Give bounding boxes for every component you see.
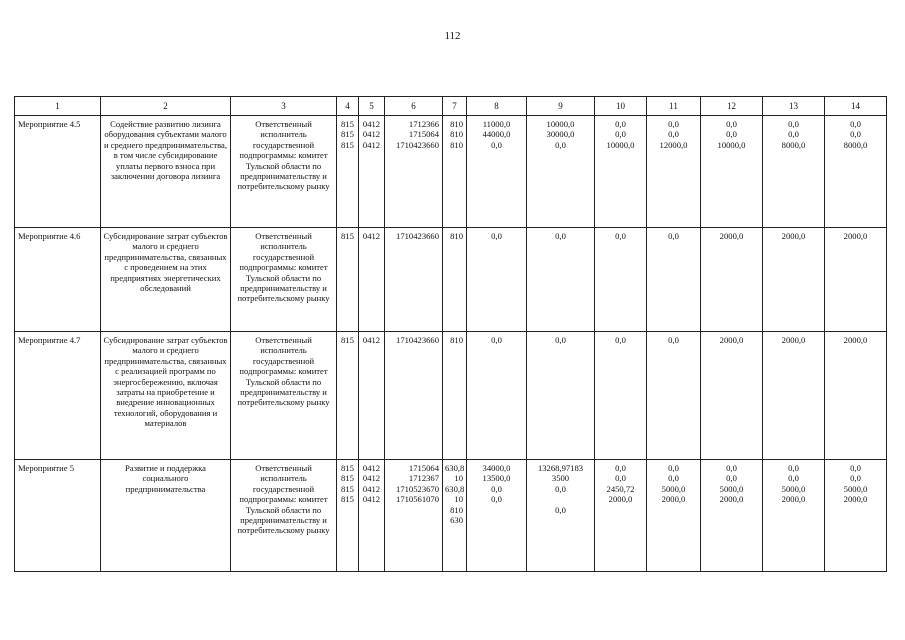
- col13-cell: [763, 332, 825, 460]
- col4-cell-value: 815: [341, 129, 354, 140]
- col13-cell-value: 0,0: [788, 473, 799, 484]
- col7-cell-value: 10: [454, 494, 463, 505]
- col10-cell: [595, 116, 647, 228]
- col4-cell: [337, 332, 359, 460]
- col9-cell-value: 0,0: [555, 335, 566, 345]
- event-name-cell: [15, 228, 101, 332]
- col7-cell-value: 810: [450, 231, 463, 241]
- col6-cell: [385, 116, 443, 228]
- col11-cell-value: 0,0: [668, 129, 679, 140]
- header-col-1: 1: [15, 97, 101, 116]
- col4-cell-value: 815: [341, 473, 354, 484]
- col4-cell: [337, 460, 359, 572]
- col4-cell-value: 815: [341, 463, 354, 473]
- col12-cell-value: 2000,0: [719, 335, 744, 345]
- col11-cell: [647, 332, 701, 460]
- col8-cell-value: 44000,0: [482, 129, 511, 140]
- event-name-cell-text: Мероприятие 4.5: [18, 119, 81, 129]
- executor-cell-text: Ответственный исполнитель государственной подпрограммы: комитет Тульской области по предпринимательству и потребительскому рынку: [237, 463, 330, 536]
- col4-cell: [337, 228, 359, 332]
- description-cell-text: Субсидирование затрат субъектов малого и среднего предпринимательства, связанных с проведением на этих предприятиях энергетических обследований: [103, 231, 228, 294]
- col7-cell: [443, 228, 467, 332]
- col14-cell-value: 5000,0: [843, 483, 868, 494]
- col7-cell-value: 810: [450, 129, 463, 140]
- col4-cell-value: 815: [341, 335, 354, 345]
- col11-cell-value: 0,0: [668, 231, 679, 241]
- col8-cell-value: 11000,0: [482, 119, 511, 129]
- col10-cell: [595, 332, 647, 460]
- col11-cell-value: 5000,0: [661, 483, 686, 494]
- col7-cell-value: 630,8: [445, 483, 465, 494]
- description-cell-text: Содействие развитию лизинга оборудования субъектами малого и среднего предпринимательства, в том числе субсидирование уплаты первого взноса при заключении договора лизинга: [104, 119, 227, 182]
- col12-cell-value: 0,0: [726, 129, 737, 140]
- col11-cell-value: 0,0: [668, 463, 679, 473]
- col9-cell: [527, 228, 595, 332]
- col5-cell: [359, 228, 385, 332]
- header-col-5: 5: [359, 97, 385, 116]
- col5-cell-value: 0412: [362, 473, 381, 484]
- table-row: [15, 228, 887, 332]
- header-col-11: 11: [647, 97, 701, 116]
- header-col-12: 12: [701, 97, 763, 116]
- col11-cell-value: 0,0: [668, 119, 679, 129]
- executor-cell-text: Ответственный исполнитель государственной подпрограммы: комитет Тульской области по предпринимательству и потребительскому рынку: [237, 119, 330, 192]
- col4-cell-value: 815: [341, 139, 354, 150]
- event-name-cell: [15, 116, 101, 228]
- col10-cell-value: 10000,0: [606, 139, 635, 150]
- col14-cell-value: 0,0: [850, 473, 861, 484]
- col9-cell-value: 0,0: [555, 231, 566, 241]
- col4-cell-value: 815: [341, 231, 354, 241]
- col9-cell: [527, 332, 595, 460]
- col8-cell-value: 0,0: [491, 231, 502, 241]
- col10-cell: [595, 228, 647, 332]
- col10-cell-value: 0,0: [615, 473, 626, 484]
- col7-cell-value: 810: [450, 335, 463, 345]
- col13-cell-value: 0,0: [788, 129, 799, 140]
- executor-cell-text: Ответственный исполнитель государственной подпрограммы: комитет Тульской области по предпринимательству и потребительскому рынку: [237, 231, 330, 304]
- col12-cell: [701, 332, 763, 460]
- col13-cell: [763, 228, 825, 332]
- header-col-13: 13: [763, 97, 825, 116]
- col11-cell: [647, 116, 701, 228]
- col10-cell-value: 2000,0: [608, 494, 633, 505]
- col6-cell: [385, 228, 443, 332]
- col10-cell-value: 0,0: [615, 129, 626, 140]
- col8-cell-value: 0,0: [491, 139, 502, 150]
- col14-cell-value: 0,0: [850, 463, 861, 473]
- col6-cell: [385, 332, 443, 460]
- executor-cell: [231, 228, 337, 332]
- event-name-cell: [15, 332, 101, 460]
- col6-cell: [385, 460, 443, 572]
- col12-cell: [701, 228, 763, 332]
- col11-cell-value: 12000,0: [659, 139, 688, 150]
- col5-cell: [359, 332, 385, 460]
- col8-cell: [467, 228, 527, 332]
- col6-cell-value: 1710523670: [396, 483, 439, 494]
- col5-cell-value: 0412: [362, 335, 381, 345]
- col10-cell-value: 0,0: [615, 119, 626, 129]
- col5-cell-value: 0412: [362, 231, 381, 241]
- col9-cell-value: 10000,0: [546, 119, 575, 129]
- description-cell-text: Развитие и поддержка социального предпринимательства: [124, 463, 206, 494]
- col14-cell-value: 2000,0: [843, 231, 868, 241]
- header-col-8: 8: [467, 97, 527, 116]
- description-cell: [101, 116, 231, 228]
- col12-cell: [701, 116, 763, 228]
- header-col-14: 14: [825, 97, 887, 116]
- event-name-cell-text: Мероприятие 5: [18, 463, 74, 473]
- col12-cell-value: 0,0: [726, 463, 737, 473]
- description-cell: [101, 332, 231, 460]
- header-col-10: 10: [595, 97, 647, 116]
- col9-cell-value: [529, 494, 592, 504]
- col14-cell: [825, 332, 887, 460]
- executor-cell: [231, 332, 337, 460]
- col5-cell-value: 0412: [362, 139, 381, 150]
- col6-cell-value: 1710561070: [396, 494, 439, 505]
- col14-cell-value: 2000,0: [843, 494, 868, 505]
- col10-cell-value: 0,0: [615, 335, 626, 345]
- col12-cell-value: 0,0: [726, 473, 737, 484]
- table-row: [15, 460, 887, 572]
- col10-cell: [595, 460, 647, 572]
- col7-cell-value: 630,8: [445, 463, 465, 473]
- col9-cell-value: 0,0: [555, 483, 566, 494]
- col12-cell-value: 10000,0: [717, 139, 746, 150]
- description-cell: [101, 460, 231, 572]
- col12-cell-value: 2000,0: [719, 494, 744, 505]
- header-col-3: 3: [231, 97, 337, 116]
- col8-cell: [467, 332, 527, 460]
- col6-cell-value: 1710423660: [396, 231, 439, 241]
- col14-cell-value: 0,0: [850, 129, 861, 140]
- col8-cell-value: 0,0: [491, 335, 502, 345]
- col8-cell-value: 34000,0: [482, 463, 511, 473]
- col13-cell: [763, 116, 825, 228]
- header-col-7: 7: [443, 97, 467, 116]
- col12-cell-value: 5000,0: [719, 483, 744, 494]
- budget-table: [14, 96, 887, 572]
- col7-cell-value: 810: [450, 119, 463, 129]
- col11-cell: [647, 228, 701, 332]
- col13-cell-value: 0,0: [788, 119, 799, 129]
- col11-cell-value: 0,0: [668, 473, 679, 484]
- col13-cell-value: 2000,0: [781, 494, 806, 505]
- col14-cell-value: 8000,0: [843, 139, 868, 150]
- col13-cell-value: 8000,0: [781, 139, 806, 150]
- col10-cell-value: 0,0: [615, 463, 626, 473]
- col6-cell-value: 1712367: [408, 473, 439, 484]
- col12-cell-value: 2000,0: [719, 231, 744, 241]
- col8-cell-value: 13500,0: [482, 473, 511, 484]
- col7-cell-value: 10: [454, 473, 463, 484]
- header-col-9: 9: [527, 97, 595, 116]
- executor-cell: [231, 116, 337, 228]
- col9-cell-value: 0,0: [555, 139, 566, 150]
- col6-cell-value: 1710423660: [396, 139, 439, 150]
- table-row: [15, 332, 887, 460]
- col4-cell-value: 815: [341, 494, 354, 505]
- col8-cell: [467, 116, 527, 228]
- col6-cell-value: 1712366: [408, 119, 439, 129]
- col9-cell: [527, 460, 595, 572]
- col14-cell-value: 2000,0: [843, 335, 868, 345]
- col7-cell-value: 630: [450, 515, 463, 526]
- col13-cell-value: 5000,0: [781, 483, 806, 494]
- description-cell-text: Субсидирование затрат субъектов малого и среднего предпринимательства, связанных с реализацией программ по энергосбережению, включая затраты на приобретение и внедрение инновационных технологий, оборудования и материалов: [103, 335, 228, 429]
- col11-cell-value: 2000,0: [661, 494, 686, 505]
- col13-cell-value: 2000,0: [781, 231, 806, 241]
- col5-cell-value: 0412: [362, 119, 381, 129]
- col5-cell-value: 0412: [362, 494, 381, 505]
- col9-cell-value: 3500: [551, 473, 570, 484]
- col14-cell: [825, 228, 887, 332]
- col7-cell-value: 810: [450, 139, 463, 150]
- col4-cell: [337, 116, 359, 228]
- col5-cell: [359, 116, 385, 228]
- col9-cell-value: 30000,0: [546, 129, 575, 140]
- col10-cell-value: 0,0: [615, 231, 626, 241]
- col14-cell: [825, 116, 887, 228]
- col13-cell: [763, 460, 825, 572]
- page-number: 112: [444, 30, 461, 42]
- executor-cell: [231, 460, 337, 572]
- col8-cell-value: 0,0: [491, 483, 502, 494]
- col13-cell-value: 0,0: [788, 463, 799, 473]
- table-row: [15, 116, 887, 228]
- col9-cell: [527, 116, 595, 228]
- header-col-2: 2: [101, 97, 231, 116]
- col5-cell-value: 0412: [362, 129, 381, 140]
- col4-cell-value: 815: [341, 483, 354, 494]
- col11-cell: [647, 460, 701, 572]
- event-name-cell: [15, 460, 101, 572]
- col9-cell-value: 0,0: [555, 504, 566, 515]
- col12-cell: [701, 460, 763, 572]
- description-cell: [101, 228, 231, 332]
- col8-cell: [467, 460, 527, 572]
- col10-cell-value: 2450,72: [606, 483, 635, 494]
- col8-cell-value: 0,0: [491, 494, 502, 505]
- event-name-cell-text: Мероприятие 4.7: [18, 335, 81, 345]
- header-col-6: 6: [385, 97, 443, 116]
- col13-cell-value: 2000,0: [781, 335, 806, 345]
- event-name-cell-text: Мероприятие 4.6: [18, 231, 81, 241]
- col14-cell: [825, 460, 887, 572]
- col4-cell-value: 815: [341, 119, 354, 129]
- col14-cell-value: 0,0: [850, 119, 861, 129]
- col6-cell-value: 1715064: [408, 463, 439, 473]
- col5-cell-value: 0412: [362, 463, 381, 473]
- executor-cell-text: Ответственный исполнитель государственной подпрограммы: комитет Тульской области по предпринимательству и потребительскому рынку: [237, 335, 330, 408]
- col7-cell: [443, 116, 467, 228]
- col6-cell-value: 1710423660: [396, 335, 439, 345]
- col7-cell: [443, 460, 467, 572]
- col11-cell-value: 0,0: [668, 335, 679, 345]
- col12-cell-value: 0,0: [726, 119, 737, 129]
- col7-cell-value: 810: [450, 504, 463, 515]
- col9-cell-value: 13268,97183: [537, 463, 584, 473]
- header-col-4: 4: [337, 97, 359, 116]
- col5-cell: [359, 460, 385, 572]
- col7-cell: [443, 332, 467, 460]
- col5-cell-value: 0412: [362, 483, 381, 494]
- col6-cell-value: 1715064: [408, 129, 439, 140]
- header-row: [15, 97, 887, 116]
